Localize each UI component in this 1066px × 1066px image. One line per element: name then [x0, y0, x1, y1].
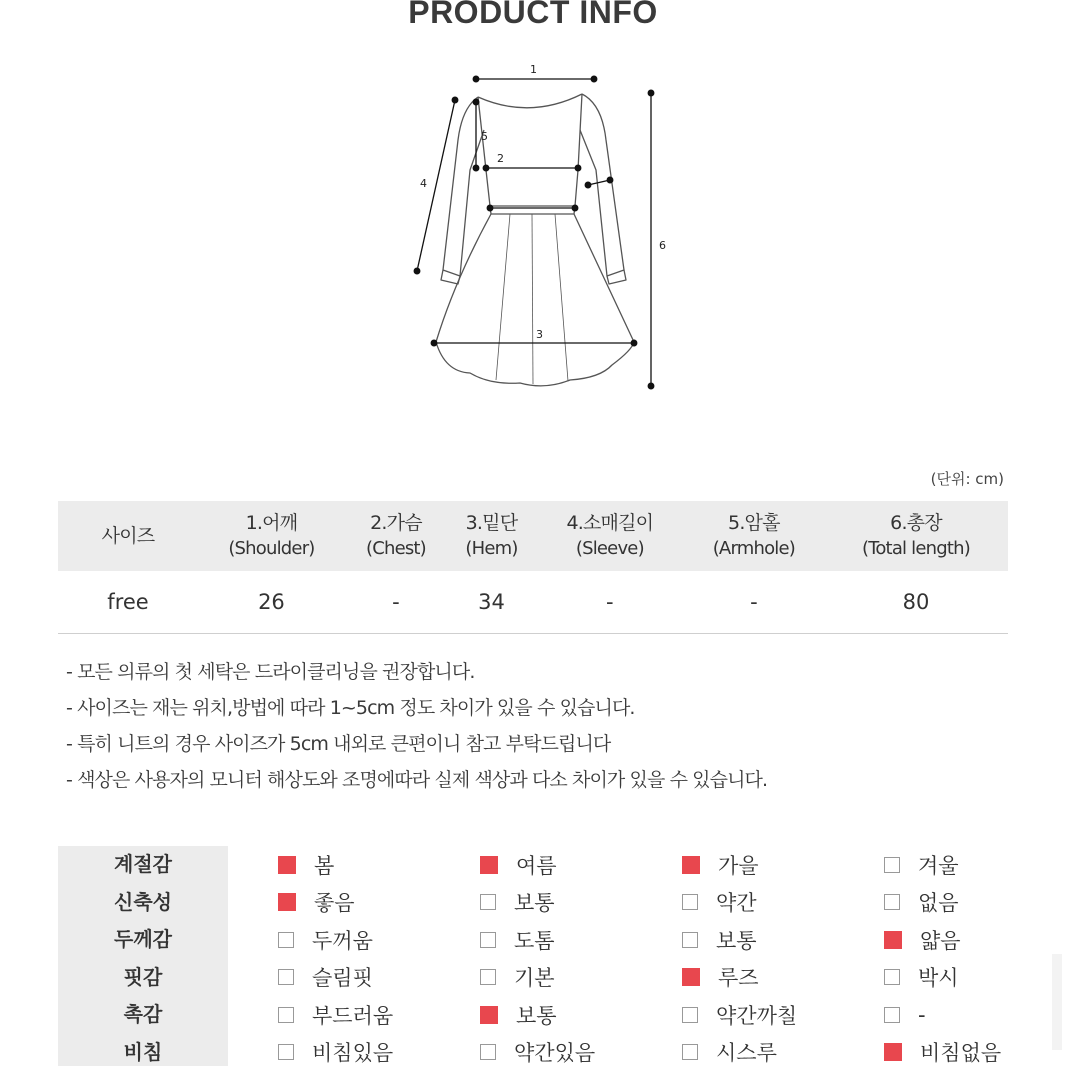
size-table [58, 501, 1008, 634]
attribute-option [682, 921, 757, 959]
option-label: - [918, 1002, 926, 1027]
note-line: - 사이즈는 재는 위치,방법에 따라 1~5cm 정도 차이가 있을 수 있습니다. [66, 697, 635, 719]
attribute-label: 신축성 [58, 884, 228, 922]
option-label: 부드러움 [312, 1003, 394, 1028]
size-table-header [58, 501, 1008, 571]
note-line: - 모든 의류의 첫 세탁은 드라이클리닝을 권장합니다. [66, 661, 475, 683]
attribute-option [682, 884, 757, 922]
unchecked-box-icon [278, 1044, 294, 1060]
header-ko: 3.밑단 [465, 512, 518, 534]
header-hem [447, 501, 536, 571]
header-armhole [684, 501, 824, 571]
attribute-option [278, 846, 334, 884]
option-label: 박시 [918, 966, 959, 991]
attribute-option [682, 846, 759, 884]
header-ko: 4.소매길이 [566, 512, 654, 534]
header-ko: 1.어깨 [245, 512, 298, 534]
header-en: (Chest) [365, 538, 426, 559]
option-label: 가을 [718, 853, 759, 878]
attribute-option [884, 921, 961, 959]
attribute-option [480, 1034, 595, 1066]
checked-box-icon [480, 856, 498, 874]
label-4: 4 [420, 177, 427, 190]
attribute-option [884, 846, 959, 884]
attribute-option [480, 996, 557, 1034]
option-label: 겨울 [918, 853, 959, 878]
attribute-label: 계절감 [58, 846, 228, 884]
header-total-length [824, 501, 1008, 571]
checked-box-icon [278, 856, 296, 874]
unchecked-box-icon [480, 932, 496, 948]
attribute-row [58, 921, 1008, 959]
option-label: 봄 [314, 853, 335, 878]
checked-box-icon [278, 893, 296, 911]
unchecked-box-icon [884, 894, 900, 910]
option-label: 약간있음 [514, 1041, 596, 1066]
option-label: 슬림핏 [312, 966, 373, 991]
table-row [58, 571, 1008, 633]
option-label: 얇음 [920, 928, 961, 953]
attribute-option [278, 884, 355, 922]
cell-chest: - [345, 571, 447, 633]
unchecked-box-icon [884, 969, 900, 985]
attribute-option [278, 1034, 393, 1066]
header-en: (Total length) [861, 538, 970, 559]
option-label: 비침없음 [920, 1041, 1002, 1066]
header-ko: 6.총장 [890, 512, 942, 534]
checked-box-icon [884, 1043, 902, 1061]
header-size [58, 501, 198, 571]
attribute-label: 촉감 [58, 996, 228, 1034]
header-en: (Armhole) [712, 538, 795, 559]
header-ko: 2.가슴 [370, 512, 422, 534]
attribute-option [278, 921, 373, 959]
unchecked-box-icon [682, 932, 698, 948]
attribute-option [278, 959, 373, 997]
header-shoulder [198, 501, 345, 571]
attribute-option [884, 996, 926, 1034]
note-line: - 색상은 사용자의 모니터 해상도와 조명에따라 실제 색상과 다소 차이가 있을 수 있습니다. [66, 769, 768, 791]
checked-box-icon [682, 856, 700, 874]
page-title: PRODUCT INFO [408, 0, 658, 30]
attribute-label: 비침 [58, 1034, 228, 1066]
dress-measurement-diagram [0, 40, 1066, 440]
cell-hem: 34 [447, 571, 536, 633]
attribute-row [58, 996, 1008, 1034]
attribute-option [682, 996, 797, 1034]
unchecked-box-icon [682, 1007, 698, 1023]
dress-outline [436, 94, 634, 386]
header-sleeve [536, 501, 684, 571]
attribute-option [884, 959, 959, 997]
unchecked-box-icon [278, 1007, 294, 1023]
option-label: 여름 [516, 853, 557, 878]
cell-size: free [58, 571, 198, 633]
option-label: 두꺼움 [312, 928, 373, 953]
unchecked-box-icon [278, 969, 294, 985]
option-label: 좋음 [314, 891, 355, 916]
unchecked-box-icon [884, 857, 900, 873]
option-label: 보통 [514, 891, 555, 916]
option-label: 시스루 [716, 1041, 777, 1066]
option-label: 루즈 [718, 966, 759, 991]
option-label: 약간 [716, 891, 757, 916]
measurement-lines [414, 76, 654, 389]
option-label: 도톰 [514, 928, 555, 953]
attribute-label: 두께감 [58, 921, 228, 959]
header-ko: 사이즈 [101, 525, 155, 547]
header-en: (Shoulder) [228, 538, 315, 559]
unit-label: (단위: cm) [930, 470, 1004, 488]
attribute-row [58, 1034, 1008, 1066]
label-3: 3 [536, 328, 543, 341]
header-chest [345, 501, 447, 571]
checked-box-icon [682, 968, 700, 986]
header-en: (Hem) [465, 538, 518, 559]
option-label: 비침있음 [312, 1041, 394, 1066]
option-label: 약간까칠 [716, 1003, 798, 1028]
unchecked-box-icon [884, 1007, 900, 1023]
attribute-option [480, 846, 557, 884]
attribute-label: 핏감 [58, 959, 228, 997]
attribute-option [884, 1034, 1001, 1066]
attribute-option [480, 884, 555, 922]
label-6: 6 [659, 239, 666, 252]
attribute-table [58, 846, 1008, 1066]
unchecked-box-icon [480, 969, 496, 985]
cell-sleeve: - [536, 571, 684, 633]
edge-mark [1052, 954, 1062, 1050]
unchecked-box-icon [480, 894, 496, 910]
header-en: (Sleeve) [575, 538, 644, 559]
option-label: 보통 [516, 1003, 557, 1028]
attribute-option [480, 959, 555, 997]
cell-total-length: 80 [824, 571, 1008, 633]
option-label: 기본 [514, 966, 555, 991]
attribute-option [682, 1034, 777, 1066]
unchecked-box-icon [278, 932, 294, 948]
attribute-row [58, 959, 1008, 997]
checked-box-icon [480, 1006, 498, 1024]
cell-shoulder: 26 [198, 571, 345, 633]
option-label: 보통 [716, 928, 757, 953]
option-label: 없음 [918, 891, 959, 916]
note-line: - 특히 니트의 경우 사이즈가 5cm 내외로 큰편이니 참고 부탁드립니다 [66, 733, 611, 755]
attribute-row [58, 846, 1008, 884]
unchecked-box-icon [682, 894, 698, 910]
attribute-row [58, 884, 1008, 922]
label-1: 1 [530, 63, 537, 76]
label-5: 5 [481, 130, 488, 143]
cell-armhole: - [684, 571, 824, 633]
attribute-option [278, 996, 393, 1034]
unchecked-box-icon [480, 1044, 496, 1060]
attribute-option [884, 884, 959, 922]
attribute-option [480, 921, 555, 959]
label-2: 2 [497, 152, 504, 165]
checked-box-icon [884, 931, 902, 949]
care-notes [66, 654, 767, 798]
attribute-option [682, 959, 759, 997]
header-ko: 5.암홀 [728, 512, 780, 534]
unchecked-box-icon [682, 1044, 698, 1060]
